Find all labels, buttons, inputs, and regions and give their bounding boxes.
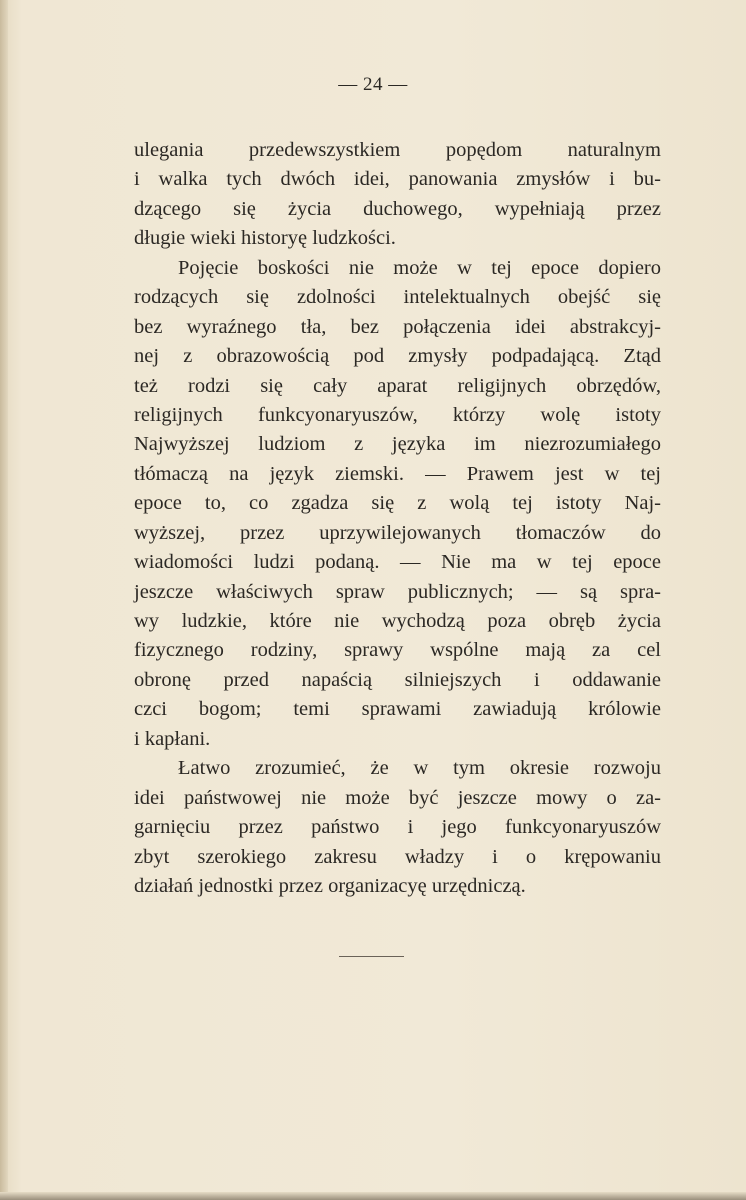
text-line: wyższej, przez uprzywilejowanych tłomaczów do (134, 521, 661, 544)
text-line: i kapłani. (134, 727, 211, 750)
text-line: wiadomości ludzi podaną. — Nie ma w tej epoce (134, 551, 661, 574)
page-number: — 24 — (338, 74, 408, 95)
text-line: dzącego się życia duchowego, wypełniają przez (134, 197, 661, 220)
text-line: bez wyraźnego tła, bez połączenia idei abstrakcyj- (134, 315, 661, 338)
text-line: zbyt szerokiego zakresu władzy i o krępowaniu (134, 845, 661, 868)
section-divider-rule (339, 956, 404, 957)
text-line: obronę przed napaścią silniejszych i oddawanie (134, 668, 661, 691)
text-line: rodzących się zdolności intelektualnych obejść się (134, 286, 661, 309)
text-line: garnięciu przez państwo i jego funkcyonaryuszów (134, 816, 661, 839)
text-line: Pojęcie boskości nie może w tej epoce dopiero (178, 256, 661, 279)
page-bottom-edge (0, 1192, 746, 1200)
text-line: Najwyższej ludziom z języka im niezrozumiałego (134, 433, 661, 456)
text-line: czci bogom; temi sprawami zawiadują królowie (134, 698, 661, 721)
body-text (134, 136, 661, 901)
text-line: epoce to, co zgadza się z wolą tej istoty Naj- (134, 492, 661, 515)
text-line: idei państwowej nie może być jeszcze mowy o za- (134, 786, 661, 809)
text-line: Łatwo zrozumieć, że w tym okresie rozwoju (178, 757, 661, 780)
text-line: też rodzi się cały aparat religijnych obrzędów, (134, 374, 661, 397)
text-line: i walka tych dwóch idei, panowania zmysłów i bu- (134, 168, 661, 191)
text-line: ulegania przedewszystkiem popędom naturalnym (134, 139, 661, 161)
text-line: jeszcze właściwych spraw publicznych; — są spra- (134, 580, 661, 603)
text-line: tłómaczą na język ziemski. — Prawem jest w tej (134, 462, 661, 485)
text-line: długie wieki historyę ludzkości. (134, 227, 396, 250)
text-line: fizycznego rodziny, sprawy wspólne mają za cel (134, 639, 661, 662)
text-line: religijnych funkcyonaryuszów, którzy wolę istoty (134, 403, 661, 426)
text-line: działań jednostki przez organizacyę urzędniczą. (134, 874, 526, 897)
text-line: wy ludzkie, które nie wychodzą poza obręb życia (134, 610, 661, 632)
page-binding-edge (0, 0, 8, 1200)
text-line: nej z obrazowością pod zmysły podpadającą. Ztąd (134, 345, 661, 368)
